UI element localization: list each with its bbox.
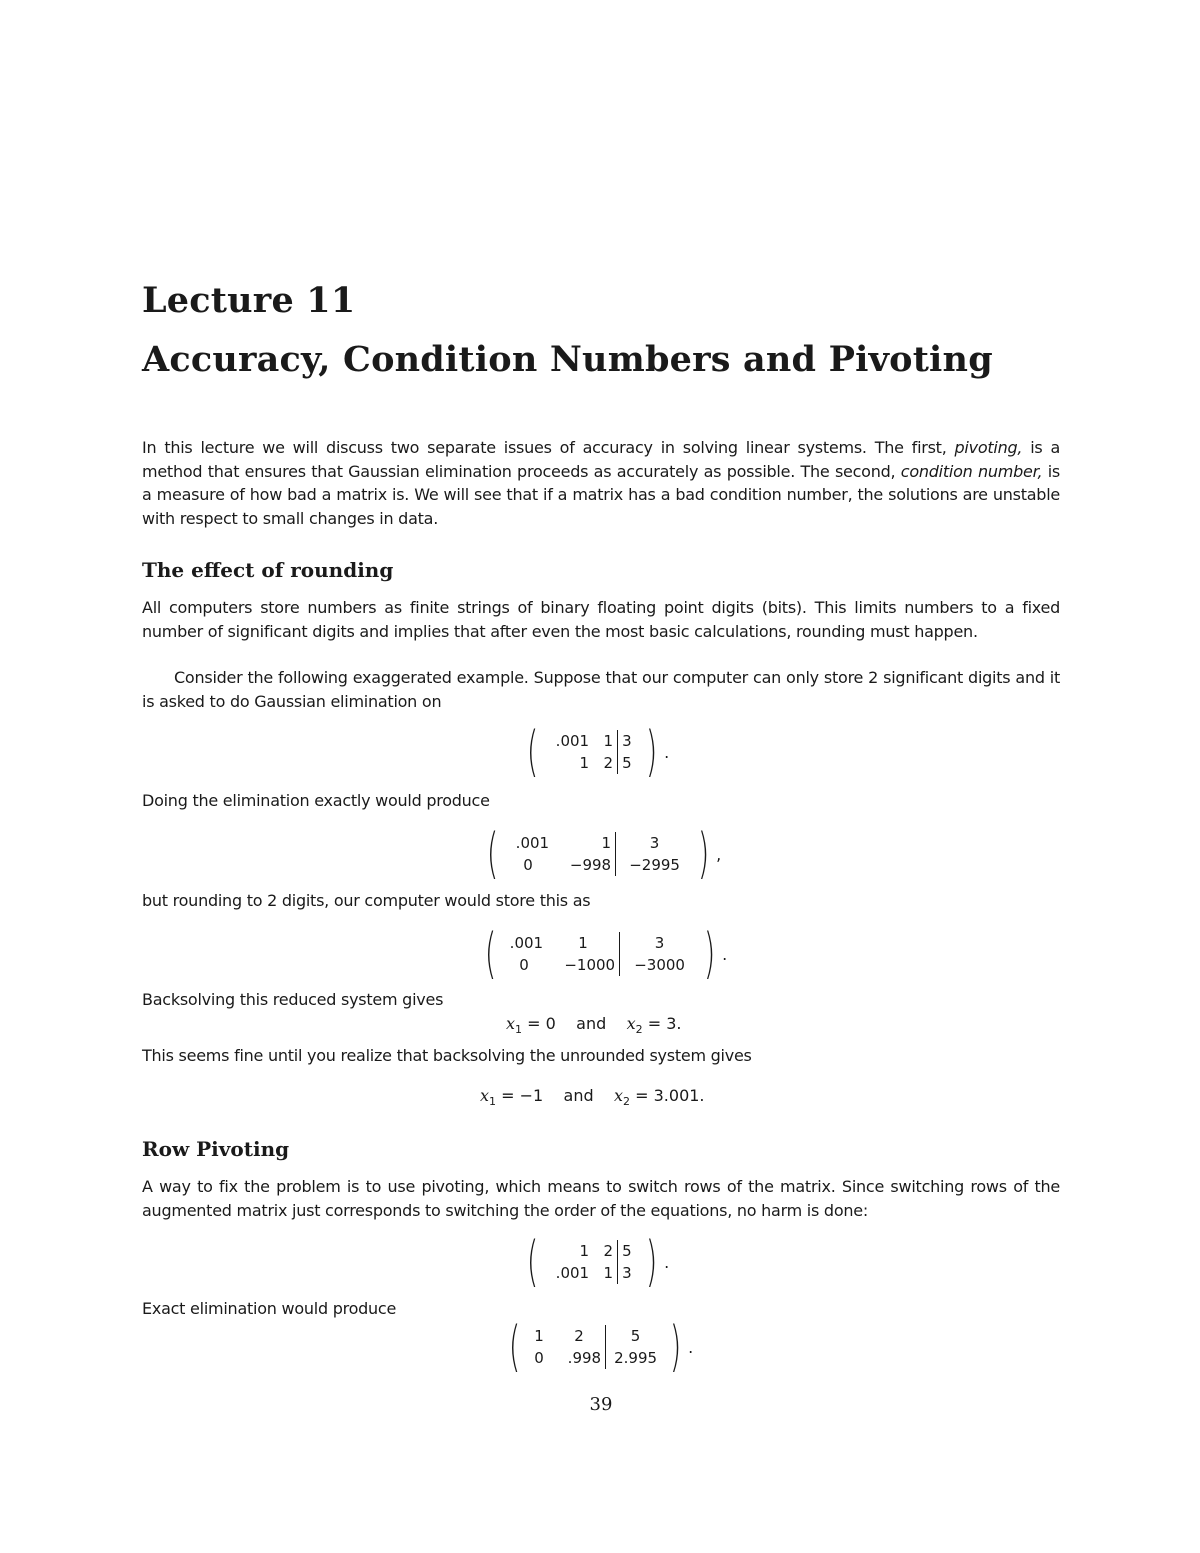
section-heading-rounding: The effect of rounding bbox=[142, 558, 394, 582]
text-rounding: but rounding to 2 digits, our computer would store this as bbox=[142, 891, 591, 910]
pivoting-paragraph: A way to fix the problem is to use pivoting, which means to switch rows of the matrix. Since switching rows of the augmented matrix just corresponds to switching the order of the equations, no harm is done: bbox=[142, 1177, 1060, 1220]
section-heading-row-pivoting: Row Pivoting bbox=[142, 1137, 290, 1161]
rounding-paragraph: All computers store numbers as finite strings of binary floating point digits (bits). This limits numbers to a fixed number of significant digits and implies that after even the most basic calculations, rounding must happen. bbox=[142, 598, 1060, 641]
matrix-exact: ( .001 1 3 0 −998 −2995 ) , bbox=[486, 822, 722, 885]
page-number: 39 bbox=[589, 1394, 613, 1415]
matrix-pivoted: ( 1 2 5 .001 1 3 ) . bbox=[526, 1230, 670, 1293]
example-paragraph: Consider the following exaggerated example. Suppose that our computer can only store 2 significant digits and it is asked to do Gaussian elimination on bbox=[142, 668, 1060, 711]
intro-paragraph: In this lecture we will discuss two separate issues of accuracy in solving linear systems. The first, pivoting, is a method that ensures that Gaussian elimination proceeds as accurately as possible. The second, condition number, is a measure of how bad a matrix is. We will see that if a matrix has a bad condition number, the solutions are unstable with respect to small changes in data. bbox=[142, 438, 1061, 528]
text-backsolve: Backsolving this reduced system gives bbox=[142, 990, 444, 1009]
solution-exact: $x_1 = -1$ and $x_2 = 3.001$. bbox=[480, 1086, 705, 1109]
lecture-title: Accuracy, Condition Numbers and Pivoting bbox=[142, 339, 993, 380]
lecture-number: Lecture 11 bbox=[142, 280, 356, 321]
text-exact-elimination: Doing the elimination exactly would produce bbox=[142, 791, 490, 810]
matrix-original: ( .001 1 3 1 2 5 ) . bbox=[526, 720, 670, 783]
solution-rounded: $x_1 = 0$ and $x_2 = 3$. bbox=[506, 1014, 682, 1037]
text-unrounded: This seems fine until you realize that backsolving the unrounded system gives bbox=[142, 1046, 752, 1065]
document-page bbox=[142, 0, 1060, 1553]
text-exact-elimination-2: Exact elimination would produce bbox=[142, 1299, 397, 1318]
matrix-rounded: ( .001 1 3 0 −1000 −3000 ) . bbox=[484, 922, 728, 985]
matrix-pivoted-eliminated: ( 1 2 5 0 .998 2.995 ) . bbox=[508, 1315, 694, 1378]
